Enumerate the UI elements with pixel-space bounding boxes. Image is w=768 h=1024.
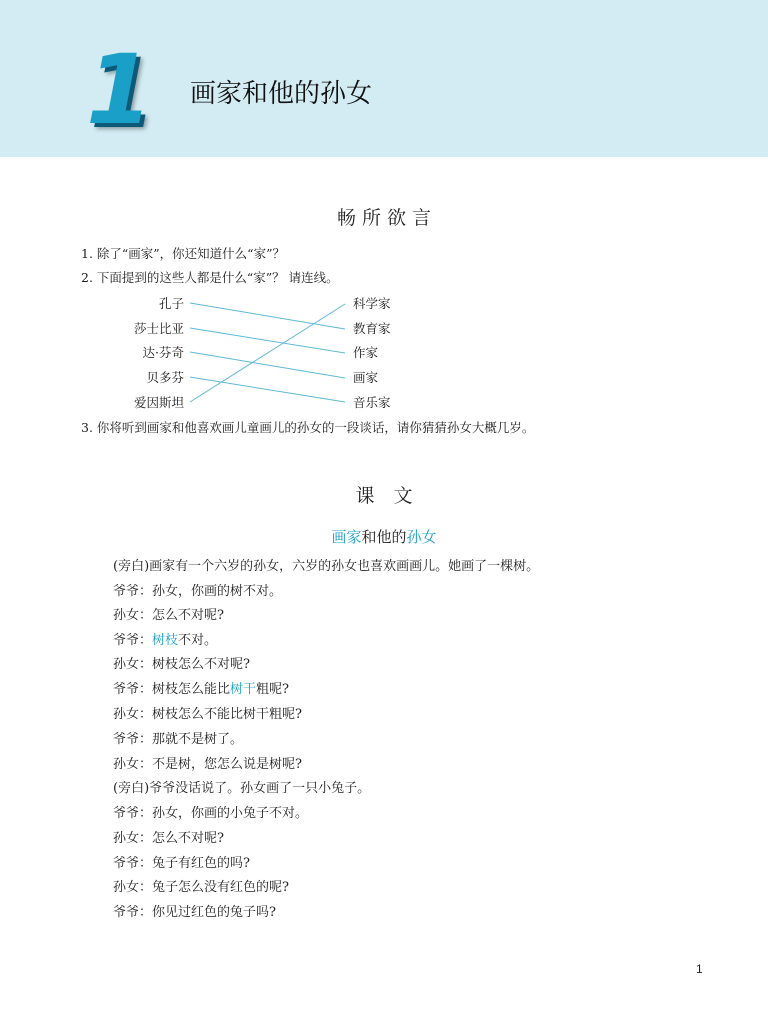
match-right-item[interactable]: 科学家 xyxy=(353,296,391,311)
match-right-item[interactable]: 教育家 xyxy=(353,321,391,336)
dialogue-line: 孙女：不是树，您怎么说是树呢? xyxy=(113,757,302,772)
dialogue-line: 孙女：怎么不对呢? xyxy=(113,831,224,846)
text-title-part: 和他的 xyxy=(361,528,407,546)
text-title-part: 画家 xyxy=(331,528,362,546)
section-title-discussion: 畅 所 欲 言 xyxy=(336,207,432,229)
dialogue-line: (旁白)画家有一个六岁的孙女，六岁的孙女也喜欢画画儿。她画了一棵树。 xyxy=(113,559,540,574)
match-left-item[interactable]: 孔子 xyxy=(158,296,184,311)
dialogue-text: 爷爷：树枝怎么能比 xyxy=(113,682,231,697)
match-line xyxy=(190,303,345,329)
dialogue-line: 爷爷：孙女，你画的小兔子不对。 xyxy=(113,806,309,821)
dialogue-line xyxy=(113,681,289,699)
lesson-title: 画家和他的孙女 xyxy=(190,79,373,109)
lesson-header xyxy=(0,0,768,157)
lesson-number: 1 xyxy=(86,34,153,146)
dialogue-line: (旁白)爷爷没话说了。孙女画了一只小兔子。 xyxy=(113,781,371,796)
dialogue-text: 不对。 xyxy=(178,633,218,648)
match-right-item[interactable]: 作家 xyxy=(353,345,379,360)
dialogue-line: 孙女：兔子怎么没有红色的呢? xyxy=(113,880,289,895)
match-right-item[interactable]: 音乐家 xyxy=(353,395,391,410)
question-1: 1. 除了“画家”，你还知道什么“家”？ xyxy=(81,246,285,261)
page-number: 1 xyxy=(696,962,703,976)
dialogue-line: 爷爷：孙女，你画的树不对。 xyxy=(113,584,283,599)
vocab-highlight: 树干 xyxy=(230,682,257,697)
dialogue-line: 孙女：树枝怎么不对呢? xyxy=(113,657,250,672)
dialogue-line: 爷爷：兔子有红色的吗? xyxy=(113,856,250,871)
dialogue-line: 孙女：怎么不对呢? xyxy=(113,608,224,623)
text-title-part: 孙女 xyxy=(406,528,437,546)
dialogue-text: 爷爷： xyxy=(113,633,153,648)
dialogue-line: 孙女：树枝怎么不能比树干粗呢? xyxy=(113,707,302,722)
dialogue-line: 爷爷：那就不是树了。 xyxy=(113,732,244,747)
match-line xyxy=(190,377,345,402)
match-left-item[interactable]: 贝多芬 xyxy=(146,370,184,385)
match-right-item[interactable]: 画家 xyxy=(353,370,379,385)
match-line xyxy=(190,304,345,402)
match-line xyxy=(190,352,345,378)
match-line xyxy=(190,328,345,353)
question-3: 3. 你将听到画家和他喜欢画儿童画儿的孙女的一段谈话，请你猜猜孙女大概几岁。 xyxy=(81,420,535,435)
match-left-item[interactable]: 爱因斯坦 xyxy=(133,395,184,410)
section-title-text: 课 文 xyxy=(355,485,413,507)
dialogue-line: 爷爷：你见过红色的兔子吗? xyxy=(113,905,276,920)
text-title xyxy=(0,526,768,547)
match-left-item[interactable]: 莎士比亚 xyxy=(133,321,184,336)
dialogue-text: 粗呢? xyxy=(256,682,290,697)
dialogue-line xyxy=(113,632,217,650)
vocab-highlight: 树枝 xyxy=(152,633,179,648)
question-2: 2. 下面提到的这些人都是什么“家”？ 请连线。 xyxy=(81,270,339,285)
match-left-item[interactable]: 达·芬奇 xyxy=(142,345,184,360)
